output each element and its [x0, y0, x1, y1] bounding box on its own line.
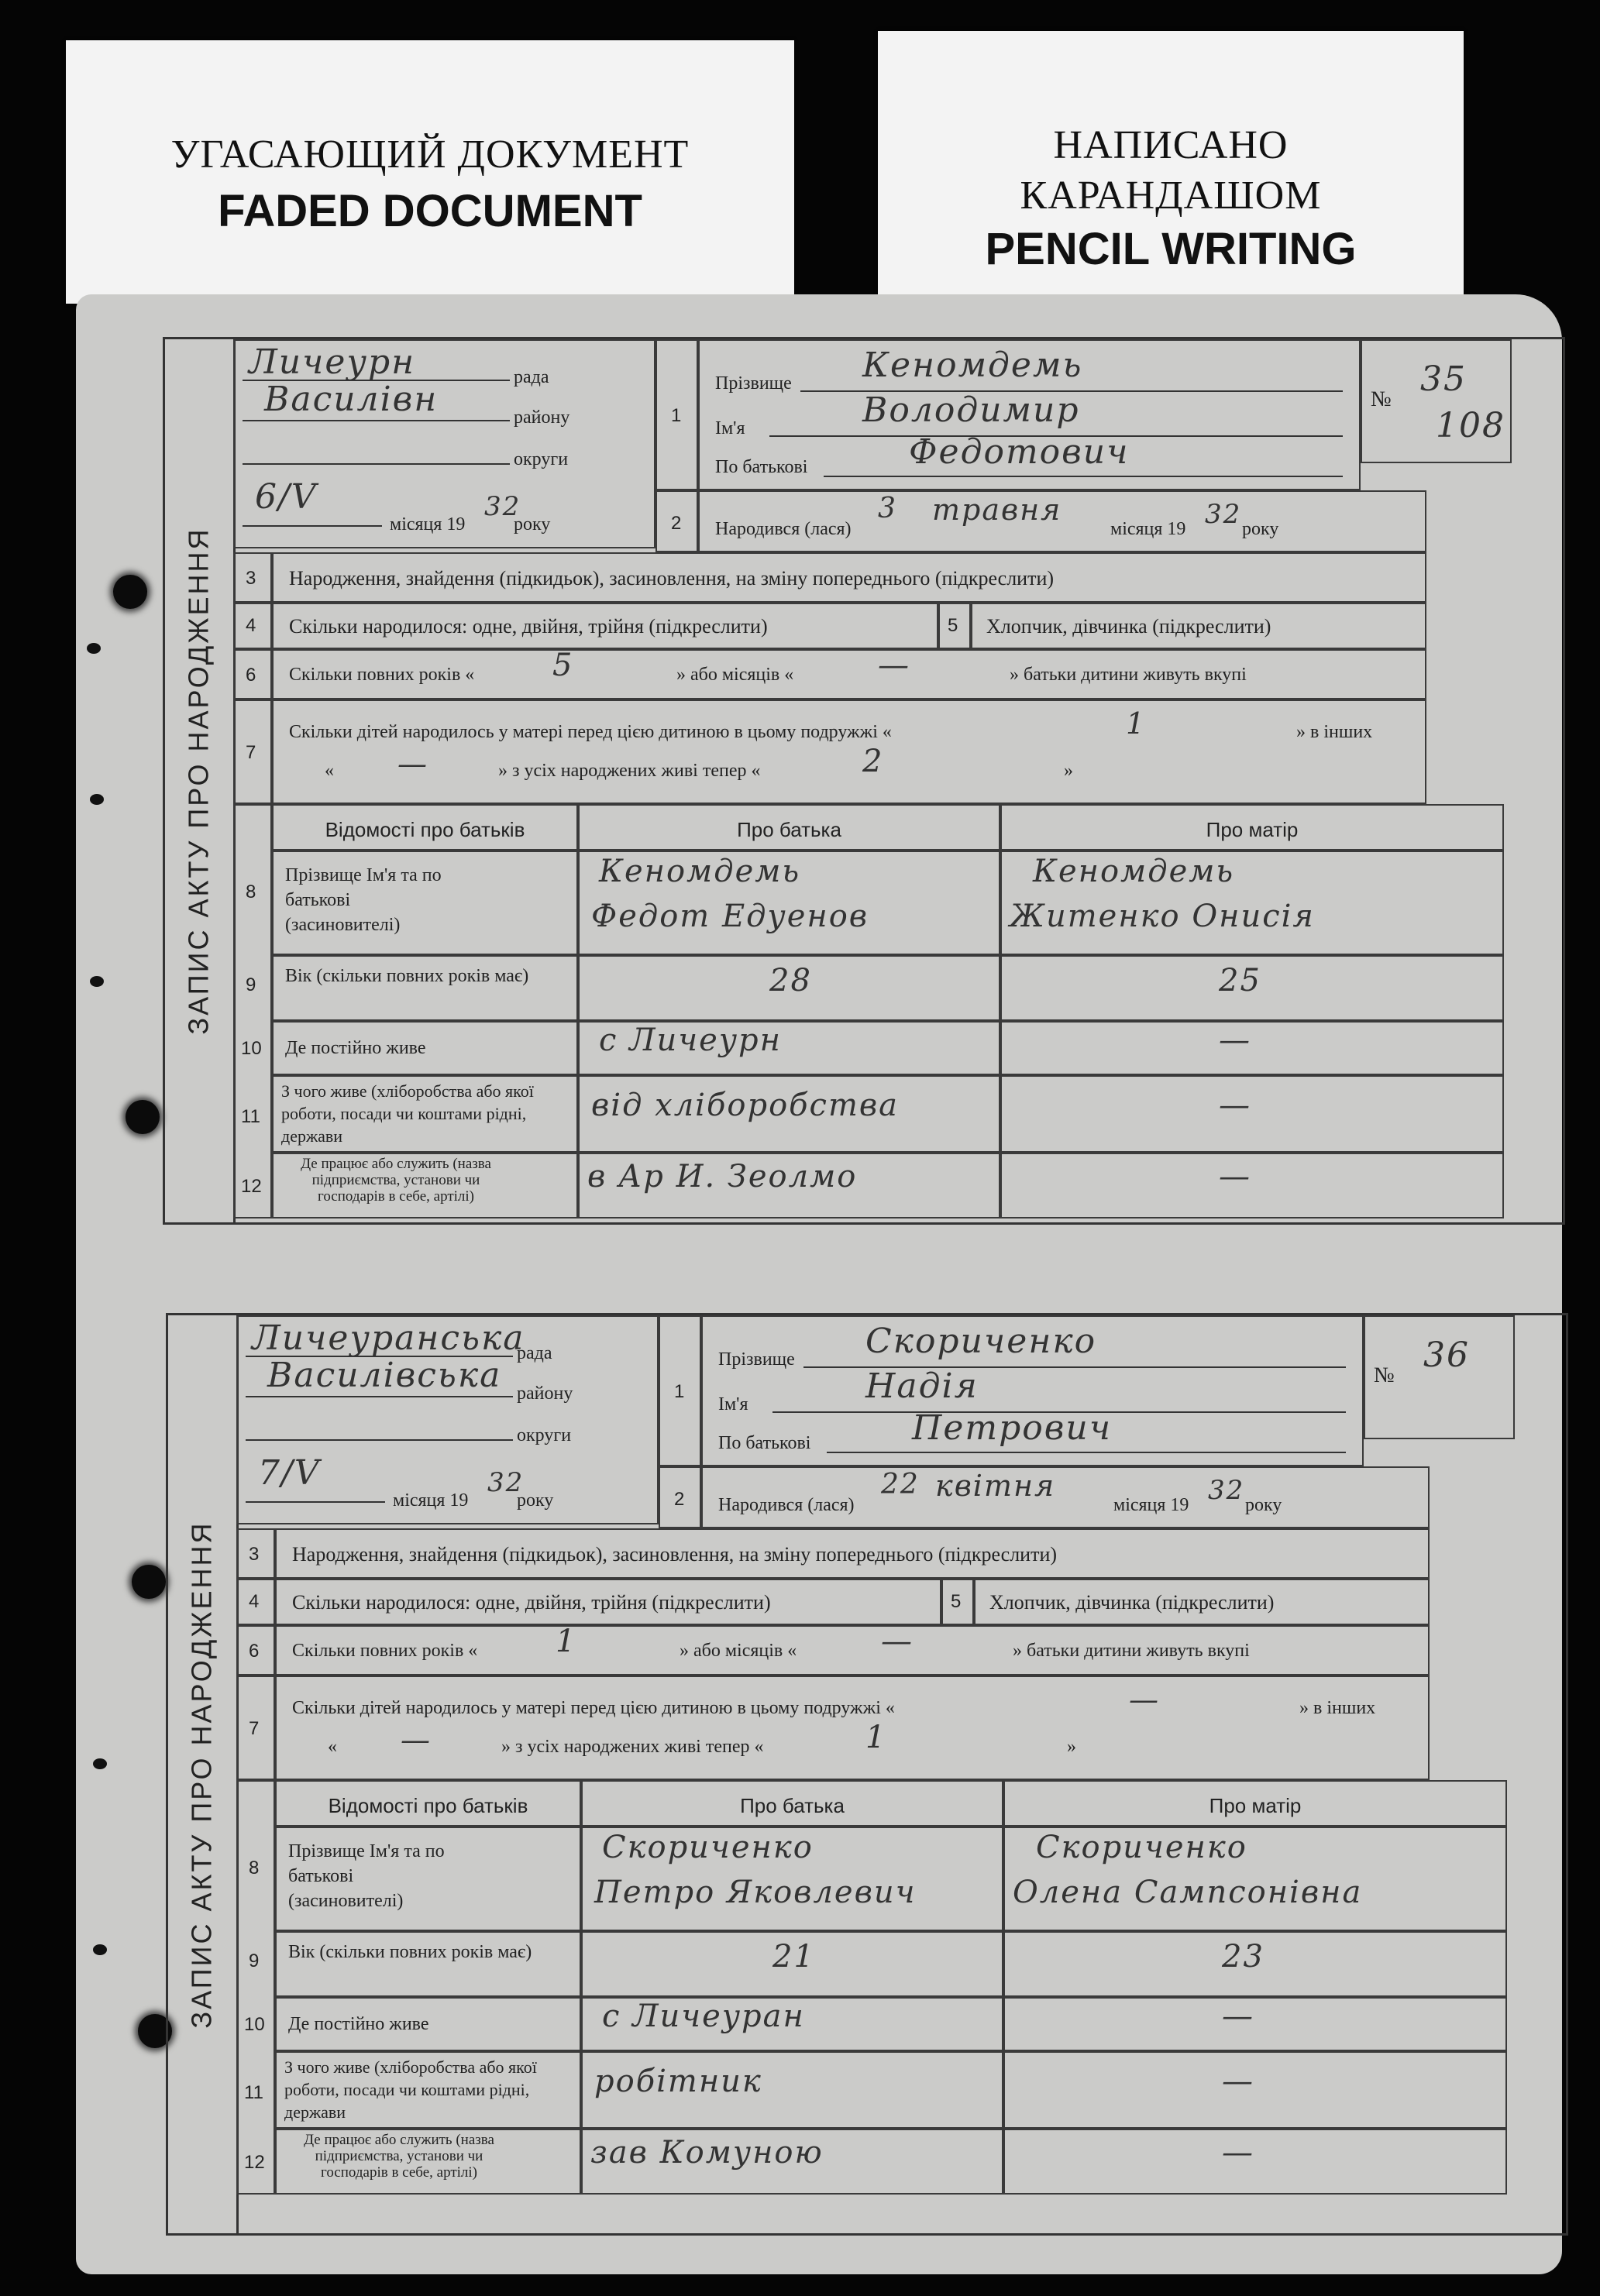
row-number: 2: [674, 1489, 685, 1510]
table-cell: [1000, 1153, 1504, 1218]
mother-age: 25: [1219, 963, 1261, 998]
years-together: 5: [552, 648, 574, 683]
fill-line: [243, 420, 510, 421]
name-label: Ім'я: [718, 1394, 748, 1414]
mother-age: 23: [1222, 1939, 1265, 1975]
punch-mark: [87, 643, 101, 654]
row-number: 3: [249, 1544, 260, 1565]
patronymic-label: По батькові: [718, 1433, 811, 1453]
fill-line: [243, 525, 382, 527]
born-month-year-label: місяця 19: [1113, 1495, 1189, 1515]
mother-surname: Кеномдемь: [1033, 854, 1235, 889]
record-year: 32: [484, 491, 521, 522]
table-cell: [236, 1780, 275, 2195]
born-month: квітня: [935, 1469, 1056, 1503]
row6-text-c: » батьки дитини живуть вкупі: [1010, 665, 1247, 685]
row7-text-b: » в інших: [1296, 722, 1373, 742]
mother-lives: —: [1222, 1999, 1254, 2034]
father-work: в Ар И. Зеолмо: [587, 1159, 858, 1194]
parents-header: Відомості про батьків: [325, 818, 525, 841]
punch-hole: [113, 575, 147, 609]
child-surname: Кеномдемь: [862, 345, 1083, 385]
born-year: 32: [1205, 499, 1242, 530]
row6-text-a: Скільки повних років «: [289, 665, 475, 685]
raion-label: району: [517, 1383, 573, 1404]
okrugy-label: округи: [517, 1425, 572, 1445]
mother-income: —: [1222, 2064, 1254, 2099]
pencil-label-en: PENCIL WRITING: [985, 224, 1357, 274]
row7-text-b: » в інших: [1299, 1698, 1376, 1718]
raion-value: Василівн: [264, 380, 439, 419]
row7-text-d: » з усіх народжених живі тепер «: [498, 761, 761, 781]
father-income: робітник: [594, 2064, 762, 2099]
mother-income: —: [1219, 1088, 1251, 1123]
row10-label: Де постійно живе: [288, 2014, 429, 2034]
record-number: 36: [1423, 1335, 1470, 1375]
row4-text: Скільки народилося: одне, двійня, трійня (підкреслити): [289, 615, 768, 638]
number-sign: №: [1374, 1363, 1395, 1387]
born-day: 22: [881, 1469, 920, 1500]
row9-label: Вік (скільки повних років має): [288, 1942, 532, 1962]
fill-line: [246, 1501, 385, 1503]
fill-line: [243, 463, 510, 465]
fill-line: [824, 476, 1343, 477]
faded-label-ru: УГАСАЮЩИЙ ДОКУМЕНТ: [170, 132, 690, 177]
mother-name: Олена Сампсонівна: [1013, 1875, 1363, 1910]
mother-work: —: [1219, 1159, 1251, 1194]
okrugy-label: округи: [514, 449, 569, 469]
born-roku-label: року: [1242, 519, 1279, 539]
row-number: 12: [241, 1176, 262, 1197]
father-surname: Скориченко: [602, 1830, 814, 1865]
table-cell: [275, 1676, 1430, 1780]
record-year: 32: [487, 1467, 525, 1498]
row9-label: Вік (скільки повних років має): [285, 966, 529, 986]
pencil-label-ru-1: НАПИСАНО: [1053, 123, 1289, 167]
father-lives: с Личеурн: [599, 1023, 782, 1058]
fill-line: [246, 1439, 513, 1441]
mother-surname: Скориченко: [1036, 1830, 1247, 1865]
child-name: Надія: [865, 1366, 979, 1406]
row6-text-b: » або місяців «: [676, 665, 794, 685]
children-alive: 2: [862, 744, 884, 779]
row7-text-d: » з усіх народжених живі тепер «: [501, 1737, 764, 1757]
table-cell: [272, 699, 1426, 804]
name-label: Ім'я: [715, 418, 745, 438]
row-number: 1: [674, 1381, 685, 1402]
father-age: 28: [769, 963, 812, 998]
table-cell: [233, 804, 272, 1218]
record-date: 6/V: [255, 477, 318, 517]
table-cell: [1000, 1075, 1504, 1153]
row8-label: Прізвище Ім'я та по батькові (засиновителі): [285, 865, 442, 935]
child-patronymic: Петрович: [912, 1408, 1113, 1448]
mother-name: Житенко Онисія: [1010, 899, 1315, 934]
father-name: Петро Яковлевич: [594, 1875, 917, 1910]
pencil-writing-label: [878, 31, 1464, 306]
table-cell: [1000, 1021, 1504, 1075]
mother-header: Про матір: [1209, 1794, 1302, 1817]
side-title-text: ЗАПИС АКТУ ПРО НАРОДЖЕННЯ: [183, 527, 215, 1035]
raion-label: району: [514, 407, 570, 428]
record-side-title: [168, 1315, 239, 2233]
rada-label: рада: [514, 367, 549, 387]
row-number: 6: [246, 665, 256, 686]
row3-text: Народження, знайдення (підкидьок), засиновлення, на зміну попереднього (підкреслити): [292, 1543, 1058, 1566]
children-alive: 1: [865, 1720, 887, 1755]
row10-label: Де постійно живе: [285, 1038, 426, 1058]
row5-text: Хлопчик, дівчинка (підкреслити): [989, 1591, 1275, 1614]
surname-label: Прізвище: [718, 1349, 795, 1370]
months-together: —: [878, 648, 910, 683]
parents-header: Відомості про батьків: [328, 1794, 528, 1817]
record-date: 7/V: [258, 1453, 321, 1493]
born-roku-label: року: [1245, 1495, 1282, 1515]
born-label: Народився (лася): [715, 519, 852, 539]
punch-hole: [126, 1100, 160, 1134]
faded-document-label: [66, 40, 794, 304]
row12-label: Де працює або служить (назва підприємства, установи чи господарів в себе, артілі): [301, 1156, 491, 1205]
month-year-label: місяця 19: [390, 514, 466, 534]
child-patronymic: Федотович: [909, 432, 1130, 472]
punch-hole: [132, 1565, 166, 1599]
faded-label-en: FADED DOCUMENT: [218, 186, 642, 236]
mother-work: —: [1222, 2135, 1254, 2171]
rada-value: Личеуранська: [252, 1318, 525, 1358]
row-number: 5: [951, 1591, 962, 1612]
children-before: 1: [1126, 706, 1147, 741]
punch-mark: [90, 976, 104, 987]
punch-mark: [90, 794, 104, 805]
row4-text: Скільки народилося: одне, двійня, трійня (підкреслити): [292, 1591, 771, 1614]
row7-text-a: Скільки дітей народилось у матері перед цією дитиною в цьому подружжі «: [289, 722, 892, 742]
father-header: Про батька: [740, 1794, 845, 1817]
row6-text-b: » або місяців «: [680, 1641, 797, 1661]
row-number: 11: [244, 2082, 263, 2103]
father-work: зав Комуною: [590, 2135, 824, 2171]
row-number: 7: [246, 742, 256, 763]
row11-label: З чого живе (хліборобства або якої роботи, посади чи коштами рідні, держави: [281, 1081, 534, 1146]
row8-label: Прізвище Ім'я та по батькові (засиновителі): [288, 1841, 445, 1911]
row-number: 11: [241, 1106, 260, 1127]
born-year: 32: [1208, 1475, 1245, 1506]
row-number: 9: [249, 1951, 260, 1971]
row-number: 12: [244, 2152, 265, 2173]
row-number: 2: [671, 513, 682, 534]
row6-text-a: Скільки повних років «: [292, 1641, 478, 1661]
father-surname: Кеномдемь: [599, 854, 801, 889]
record-number: 35: [1420, 359, 1467, 399]
row3-text: Народження, знайдення (підкидьок), засиновлення, на зміну попереднього (підкреслити): [289, 567, 1055, 589]
row12-label: Де працює або служить (назва підприємства, установи чи господарів в себе, артілі): [304, 2132, 494, 2181]
pencil-label-ru-2: КАРАНДАШОМ: [1020, 174, 1322, 218]
number-sign: №: [1371, 387, 1392, 411]
born-label: Народився (лася): [718, 1495, 855, 1515]
born-month: травня: [932, 493, 1062, 527]
row-number: 4: [249, 1591, 260, 1612]
row7-text-c: «: [325, 761, 334, 781]
month-year-label: місяця 19: [393, 1490, 469, 1511]
children-other: —: [401, 1723, 432, 1757]
row5-text: Хлопчик, дівчинка (підкреслити): [986, 615, 1271, 638]
mother-lives: —: [1219, 1023, 1251, 1058]
punch-mark: [93, 1758, 107, 1769]
surname-label: Прізвище: [715, 373, 792, 394]
row-number: 9: [246, 974, 256, 995]
father-age: 21: [772, 1939, 815, 1975]
row-number: 10: [241, 1038, 262, 1059]
row7-text-a: Скільки дітей народилось у матері перед цією дитиною в цьому подружжі «: [292, 1698, 895, 1718]
table-cell: [1003, 1997, 1507, 2051]
record-number-extra: 108: [1436, 406, 1505, 445]
row-number: 6: [249, 1641, 260, 1662]
roku-label: року: [517, 1490, 554, 1511]
row7-text-c: «: [328, 1737, 337, 1757]
row-number: 3: [246, 568, 256, 589]
row7-text-e: »: [1064, 761, 1073, 781]
months-together: —: [881, 1624, 914, 1659]
side-title-text: ЗАПИС АКТУ ПРО НАРОДЖЕННЯ: [186, 1520, 218, 2029]
raion-value: Василівська: [267, 1356, 502, 1395]
punch-mark: [93, 1944, 107, 1955]
patronymic-label: По батькові: [715, 457, 808, 477]
row-number: 10: [244, 2014, 265, 2035]
child-name: Володимир: [862, 390, 1080, 430]
father-name: Федот Едуенов: [591, 899, 869, 934]
row6-text-c: » батьки дитини живуть вкупі: [1013, 1641, 1250, 1661]
children-before: —: [1129, 1682, 1160, 1717]
birth-record-35: [163, 337, 1565, 1225]
birth-record-36: [166, 1313, 1568, 2236]
roku-label: року: [514, 514, 551, 534]
born-day: 3: [878, 493, 897, 524]
row-number: 8: [246, 882, 256, 902]
years-together: 1: [556, 1624, 577, 1659]
record-side-title: [165, 339, 236, 1222]
mother-header: Про матір: [1206, 818, 1299, 841]
fill-line: [827, 1452, 1346, 1453]
father-header: Про батька: [737, 818, 841, 841]
row-number: 4: [246, 615, 256, 636]
born-month-year-label: місяця 19: [1110, 519, 1186, 539]
table-cell: [1003, 2129, 1507, 2195]
row-number: 1: [671, 405, 682, 426]
row-number: 7: [249, 1718, 260, 1739]
row-number: 8: [249, 1858, 260, 1878]
row-number: 5: [948, 615, 958, 636]
child-surname: Скориченко: [865, 1322, 1097, 1361]
row11-label: З чого живе (хліборобства або якої роботи, посади чи коштами рідні, держави: [284, 2057, 537, 2122]
table-cell: [1003, 2051, 1507, 2129]
rada-label: рада: [517, 1343, 552, 1363]
father-lives: с Личеуран: [602, 1999, 805, 2034]
row7-text-e: »: [1067, 1737, 1076, 1757]
children-other: —: [397, 747, 428, 781]
rada-value: Личеурн: [249, 342, 416, 382]
fill-line: [246, 1396, 513, 1397]
father-income: від хліборобства: [591, 1088, 900, 1123]
